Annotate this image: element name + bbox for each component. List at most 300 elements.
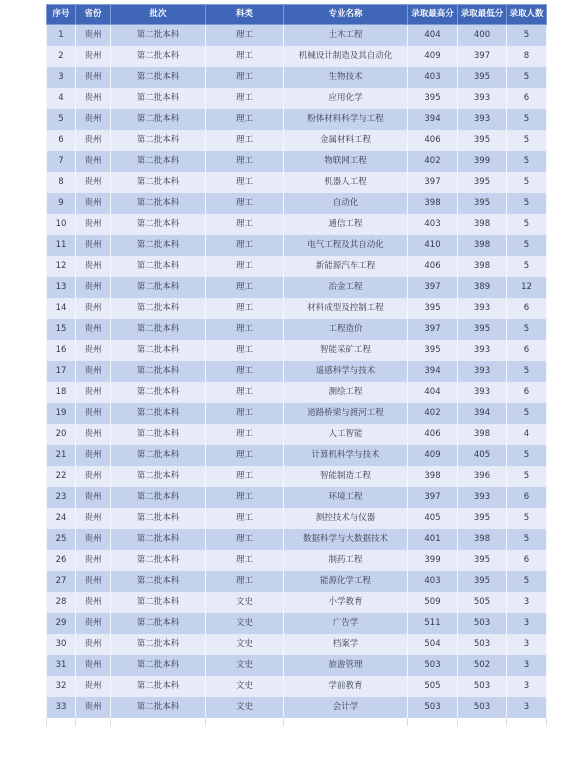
- cell-major: 新能源汽车工程: [284, 256, 408, 277]
- cell-max-score: 406: [408, 130, 458, 151]
- cell-max-score: 403: [408, 214, 458, 235]
- cell-major: 数据科学与大数据技术: [284, 529, 408, 550]
- table-row: [47, 298, 547, 319]
- cell-category: 文史: [206, 634, 284, 655]
- header-major: 专业名称: [284, 5, 408, 25]
- cell-min-score: 503: [458, 676, 507, 697]
- cell-major: 人工智能: [284, 424, 408, 445]
- cell-major: 计算机科学与技术: [284, 445, 408, 466]
- cell-min-score: 395: [458, 193, 507, 214]
- table-row: [47, 445, 547, 466]
- admission-table: [46, 4, 547, 726]
- cell-count: 6: [507, 88, 547, 109]
- cell-category: 理工: [206, 340, 284, 361]
- cell-category: 理工: [206, 193, 284, 214]
- table-row: [47, 67, 547, 88]
- cell-province: 贵州: [76, 340, 111, 361]
- cell-seq: 1: [47, 25, 76, 47]
- cell-province: 贵州: [76, 655, 111, 676]
- cell-count: 5: [507, 67, 547, 88]
- header-seq: 序号: [47, 5, 76, 25]
- header-max-score: 录取最高分: [408, 5, 458, 25]
- cell-major: 电气工程及其自动化: [284, 235, 408, 256]
- cell-count: 5: [507, 130, 547, 151]
- cell-province: 贵州: [76, 592, 111, 613]
- cell-province: 贵州: [76, 130, 111, 151]
- cell-min-score: 395: [458, 508, 507, 529]
- cell-max-score: 406: [408, 424, 458, 445]
- cell-major: 广告学: [284, 613, 408, 634]
- cell-category: 理工: [206, 382, 284, 403]
- cell-category: 理工: [206, 172, 284, 193]
- table-row: [47, 634, 547, 655]
- cell-province: 贵州: [76, 529, 111, 550]
- empty-cell: [111, 718, 206, 726]
- cell-count: 5: [507, 361, 547, 382]
- cell-max-score: 509: [408, 592, 458, 613]
- cell-batch: 第二批本科: [111, 424, 206, 445]
- cell-count: 5: [507, 151, 547, 172]
- cell-seq: 20: [47, 424, 76, 445]
- cell-seq: 25: [47, 529, 76, 550]
- cell-min-score: 405: [458, 445, 507, 466]
- cell-province: 贵州: [76, 550, 111, 571]
- cell-province: 贵州: [76, 193, 111, 214]
- cell-batch: 第二批本科: [111, 676, 206, 697]
- cell-major: 工程造价: [284, 319, 408, 340]
- cell-batch: 第二批本科: [111, 109, 206, 130]
- cell-major: 金属材料工程: [284, 130, 408, 151]
- cell-count: 3: [507, 676, 547, 697]
- cell-province: 贵州: [76, 214, 111, 235]
- cell-batch: 第二批本科: [111, 277, 206, 298]
- cell-seq: 19: [47, 403, 76, 424]
- cell-batch: 第二批本科: [111, 298, 206, 319]
- table-row: [47, 550, 547, 571]
- cell-province: 贵州: [76, 319, 111, 340]
- cell-min-score: 393: [458, 298, 507, 319]
- cell-seq: 14: [47, 298, 76, 319]
- cell-category: 理工: [206, 529, 284, 550]
- cell-category: 理工: [206, 109, 284, 130]
- cell-min-score: 398: [458, 256, 507, 277]
- cell-count: 5: [507, 193, 547, 214]
- cell-count: 6: [507, 487, 547, 508]
- cell-major: 遥感科学与技术: [284, 361, 408, 382]
- cell-batch: 第二批本科: [111, 25, 206, 47]
- table-row: [47, 151, 547, 172]
- cell-count: 5: [507, 25, 547, 47]
- cell-batch: 第二批本科: [111, 235, 206, 256]
- cell-max-score: 394: [408, 361, 458, 382]
- cell-min-score: 398: [458, 235, 507, 256]
- cell-max-score: 403: [408, 571, 458, 592]
- cell-count: 5: [507, 319, 547, 340]
- header-batch: 批次: [111, 5, 206, 25]
- cell-max-score: 397: [408, 277, 458, 298]
- empty-cell: [284, 718, 408, 726]
- empty-cell: [76, 718, 111, 726]
- cell-seq: 28: [47, 592, 76, 613]
- cell-min-score: 396: [458, 466, 507, 487]
- cell-max-score: 394: [408, 109, 458, 130]
- cell-province: 贵州: [76, 613, 111, 634]
- cell-min-score: 398: [458, 214, 507, 235]
- cell-count: 5: [507, 172, 547, 193]
- table-row: [47, 655, 547, 676]
- cell-count: 5: [507, 109, 547, 130]
- cell-batch: 第二批本科: [111, 571, 206, 592]
- table-row: [47, 340, 547, 361]
- cell-province: 贵州: [76, 67, 111, 88]
- table-header: [47, 5, 547, 25]
- table-row: [47, 214, 547, 235]
- empty-cell: [507, 718, 547, 726]
- cell-major: 学前教育: [284, 676, 408, 697]
- cell-count: 5: [507, 445, 547, 466]
- cell-province: 贵州: [76, 445, 111, 466]
- table-row: [47, 508, 547, 529]
- table-row: [47, 235, 547, 256]
- cell-category: 理工: [206, 235, 284, 256]
- cell-category: 理工: [206, 424, 284, 445]
- cell-seq: 15: [47, 319, 76, 340]
- cell-count: 6: [507, 298, 547, 319]
- cell-max-score: 397: [408, 319, 458, 340]
- cell-major: 生物技术: [284, 67, 408, 88]
- cell-batch: 第二批本科: [111, 172, 206, 193]
- cell-batch: 第二批本科: [111, 529, 206, 550]
- cell-seq: 22: [47, 466, 76, 487]
- cell-major: 智能制造工程: [284, 466, 408, 487]
- cell-min-score: 502: [458, 655, 507, 676]
- table-row: [47, 676, 547, 697]
- cell-min-score: 395: [458, 571, 507, 592]
- cell-seq: 17: [47, 361, 76, 382]
- cell-major: 档案学: [284, 634, 408, 655]
- cell-batch: 第二批本科: [111, 655, 206, 676]
- table-row: [47, 25, 547, 47]
- cell-major: 冶金工程: [284, 277, 408, 298]
- table-row: [47, 403, 547, 424]
- cell-max-score: 406: [408, 256, 458, 277]
- header-count: 录取人数: [507, 5, 547, 25]
- cell-seq: 11: [47, 235, 76, 256]
- cell-province: 贵州: [76, 382, 111, 403]
- cell-major: 粉体材料科学与工程: [284, 109, 408, 130]
- table-row: [47, 697, 547, 718]
- table-row: [47, 424, 547, 445]
- table-row: [47, 571, 547, 592]
- cell-major: 小学教育: [284, 592, 408, 613]
- cell-min-score: 399: [458, 151, 507, 172]
- header-province: 省份: [76, 5, 111, 25]
- empty-cell: [408, 718, 458, 726]
- cell-max-score: 395: [408, 88, 458, 109]
- cell-max-score: 503: [408, 655, 458, 676]
- cell-max-score: 397: [408, 487, 458, 508]
- cell-category: 理工: [206, 487, 284, 508]
- cell-batch: 第二批本科: [111, 466, 206, 487]
- cell-batch: 第二批本科: [111, 151, 206, 172]
- cell-max-score: 405: [408, 508, 458, 529]
- cell-batch: 第二批本科: [111, 613, 206, 634]
- cell-province: 贵州: [76, 46, 111, 67]
- cell-category: 理工: [206, 151, 284, 172]
- cell-min-score: 395: [458, 319, 507, 340]
- cell-category: 文史: [206, 592, 284, 613]
- cell-min-score: 400: [458, 25, 507, 47]
- cell-batch: 第二批本科: [111, 445, 206, 466]
- cell-batch: 第二批本科: [111, 592, 206, 613]
- cell-category: 理工: [206, 277, 284, 298]
- cell-major: 应用化学: [284, 88, 408, 109]
- cell-seq: 2: [47, 46, 76, 67]
- cell-max-score: 398: [408, 193, 458, 214]
- cell-max-score: 503: [408, 697, 458, 718]
- cell-max-score: 511: [408, 613, 458, 634]
- cell-province: 贵州: [76, 361, 111, 382]
- header-row: [47, 5, 547, 25]
- cell-major: 道路桥梁与渡河工程: [284, 403, 408, 424]
- cell-max-score: 504: [408, 634, 458, 655]
- cell-count: 5: [507, 235, 547, 256]
- cell-count: 4: [507, 424, 547, 445]
- cell-seq: 31: [47, 655, 76, 676]
- cell-min-score: 394: [458, 403, 507, 424]
- cell-count: 12: [507, 277, 547, 298]
- cell-max-score: 402: [408, 151, 458, 172]
- cell-max-score: 395: [408, 340, 458, 361]
- cell-category: 理工: [206, 214, 284, 235]
- header-category: 科类: [206, 5, 284, 25]
- cell-min-score: 398: [458, 424, 507, 445]
- cell-seq: 26: [47, 550, 76, 571]
- cell-max-score: 398: [408, 466, 458, 487]
- cell-min-score: 393: [458, 340, 507, 361]
- cell-batch: 第二批本科: [111, 340, 206, 361]
- cell-province: 贵州: [76, 88, 111, 109]
- cell-max-score: 401: [408, 529, 458, 550]
- cell-max-score: 397: [408, 172, 458, 193]
- cell-batch: 第二批本科: [111, 319, 206, 340]
- cell-seq: 32: [47, 676, 76, 697]
- table-row: [47, 109, 547, 130]
- cell-batch: 第二批本科: [111, 403, 206, 424]
- cell-count: 3: [507, 613, 547, 634]
- cell-count: 5: [507, 571, 547, 592]
- cell-category: 理工: [206, 298, 284, 319]
- cell-province: 贵州: [76, 466, 111, 487]
- cell-count: 3: [507, 592, 547, 613]
- cell-min-score: 393: [458, 109, 507, 130]
- cell-major: 自动化: [284, 193, 408, 214]
- table-row: [47, 130, 547, 151]
- cell-seq: 10: [47, 214, 76, 235]
- cell-batch: 第二批本科: [111, 193, 206, 214]
- cell-major: 机械设计制造及其自动化: [284, 46, 408, 67]
- cell-province: 贵州: [76, 25, 111, 47]
- cell-category: 理工: [206, 256, 284, 277]
- cell-major: 通信工程: [284, 214, 408, 235]
- cell-seq: 3: [47, 67, 76, 88]
- cell-category: 理工: [206, 319, 284, 340]
- cell-min-score: 503: [458, 634, 507, 655]
- table-row: [47, 382, 547, 403]
- cell-province: 贵州: [76, 403, 111, 424]
- cell-seq: 6: [47, 130, 76, 151]
- cell-province: 贵州: [76, 109, 111, 130]
- cell-seq: 5: [47, 109, 76, 130]
- table-row: [47, 256, 547, 277]
- cell-min-score: 397: [458, 46, 507, 67]
- cell-province: 贵州: [76, 235, 111, 256]
- cell-province: 贵州: [76, 508, 111, 529]
- cell-batch: 第二批本科: [111, 697, 206, 718]
- cell-seq: 8: [47, 172, 76, 193]
- cell-max-score: 409: [408, 445, 458, 466]
- cell-batch: 第二批本科: [111, 130, 206, 151]
- cell-category: 文史: [206, 655, 284, 676]
- cell-batch: 第二批本科: [111, 508, 206, 529]
- table-row: [47, 466, 547, 487]
- cell-category: 文史: [206, 697, 284, 718]
- cell-min-score: 395: [458, 67, 507, 88]
- cell-count: 3: [507, 697, 547, 718]
- cell-min-score: 505: [458, 592, 507, 613]
- cell-major: 材料成型及控制工程: [284, 298, 408, 319]
- cell-batch: 第二批本科: [111, 550, 206, 571]
- table-row: [47, 613, 547, 634]
- table-row: [47, 361, 547, 382]
- cell-max-score: 404: [408, 25, 458, 47]
- empty-row: [47, 718, 547, 726]
- cell-count: 5: [507, 403, 547, 424]
- cell-min-score: 393: [458, 487, 507, 508]
- cell-major: 能源化学工程: [284, 571, 408, 592]
- cell-category: 理工: [206, 88, 284, 109]
- cell-min-score: 393: [458, 88, 507, 109]
- cell-seq: 4: [47, 88, 76, 109]
- cell-seq: 16: [47, 340, 76, 361]
- cell-max-score: 410: [408, 235, 458, 256]
- cell-major: 制药工程: [284, 550, 408, 571]
- cell-count: 5: [507, 256, 547, 277]
- cell-province: 贵州: [76, 151, 111, 172]
- cell-seq: 24: [47, 508, 76, 529]
- cell-count: 5: [507, 466, 547, 487]
- cell-seq: 29: [47, 613, 76, 634]
- header-min-score: 录取最低分: [458, 5, 507, 25]
- cell-major: 机器人工程: [284, 172, 408, 193]
- cell-count: 6: [507, 550, 547, 571]
- cell-major: 测绘工程: [284, 382, 408, 403]
- cell-province: 贵州: [76, 256, 111, 277]
- cell-count: 5: [507, 508, 547, 529]
- cell-category: 理工: [206, 25, 284, 47]
- cell-count: 6: [507, 340, 547, 361]
- cell-max-score: 395: [408, 298, 458, 319]
- empty-cell: [206, 718, 284, 726]
- cell-batch: 第二批本科: [111, 634, 206, 655]
- cell-province: 贵州: [76, 487, 111, 508]
- cell-major: 会计学: [284, 697, 408, 718]
- cell-batch: 第二批本科: [111, 361, 206, 382]
- table-row: [47, 487, 547, 508]
- cell-province: 贵州: [76, 172, 111, 193]
- cell-count: 5: [507, 529, 547, 550]
- cell-max-score: 399: [408, 550, 458, 571]
- cell-category: 理工: [206, 508, 284, 529]
- cell-count: 6: [507, 382, 547, 403]
- cell-batch: 第二批本科: [111, 46, 206, 67]
- cell-batch: 第二批本科: [111, 256, 206, 277]
- cell-min-score: 395: [458, 550, 507, 571]
- cell-batch: 第二批本科: [111, 382, 206, 403]
- cell-major: 测控技术与仪器: [284, 508, 408, 529]
- table-row: [47, 172, 547, 193]
- table-body: [47, 25, 547, 727]
- cell-batch: 第二批本科: [111, 67, 206, 88]
- cell-major: 环境工程: [284, 487, 408, 508]
- cell-major: 土木工程: [284, 25, 408, 47]
- cell-major: 旅游管理: [284, 655, 408, 676]
- cell-seq: 7: [47, 151, 76, 172]
- cell-max-score: 505: [408, 676, 458, 697]
- cell-category: 理工: [206, 445, 284, 466]
- cell-min-score: 393: [458, 361, 507, 382]
- cell-count: 5: [507, 214, 547, 235]
- cell-seq: 9: [47, 193, 76, 214]
- table-row: [47, 88, 547, 109]
- cell-province: 贵州: [76, 298, 111, 319]
- cell-min-score: 503: [458, 697, 507, 718]
- cell-count: 3: [507, 655, 547, 676]
- table-row: [47, 277, 547, 298]
- cell-seq: 27: [47, 571, 76, 592]
- cell-count: 3: [507, 634, 547, 655]
- cell-min-score: 393: [458, 382, 507, 403]
- table-row: [47, 193, 547, 214]
- cell-max-score: 403: [408, 67, 458, 88]
- cell-major: 物联网工程: [284, 151, 408, 172]
- cell-category: 理工: [206, 571, 284, 592]
- cell-batch: 第二批本科: [111, 214, 206, 235]
- cell-category: 理工: [206, 403, 284, 424]
- table-row: [47, 319, 547, 340]
- empty-cell: [458, 718, 507, 726]
- cell-batch: 第二批本科: [111, 487, 206, 508]
- cell-seq: 13: [47, 277, 76, 298]
- cell-seq: 18: [47, 382, 76, 403]
- cell-seq: 12: [47, 256, 76, 277]
- cell-province: 贵州: [76, 676, 111, 697]
- cell-category: 理工: [206, 46, 284, 67]
- cell-province: 贵州: [76, 424, 111, 445]
- cell-max-score: 402: [408, 403, 458, 424]
- cell-count: 8: [507, 46, 547, 67]
- cell-seq: 30: [47, 634, 76, 655]
- cell-major: 智能采矿工程: [284, 340, 408, 361]
- empty-cell: [47, 718, 76, 726]
- cell-category: 文史: [206, 676, 284, 697]
- cell-batch: 第二批本科: [111, 88, 206, 109]
- cell-category: 理工: [206, 67, 284, 88]
- cell-min-score: 503: [458, 613, 507, 634]
- cell-max-score: 409: [408, 46, 458, 67]
- admission-table-sheet: [46, 4, 546, 726]
- cell-province: 贵州: [76, 697, 111, 718]
